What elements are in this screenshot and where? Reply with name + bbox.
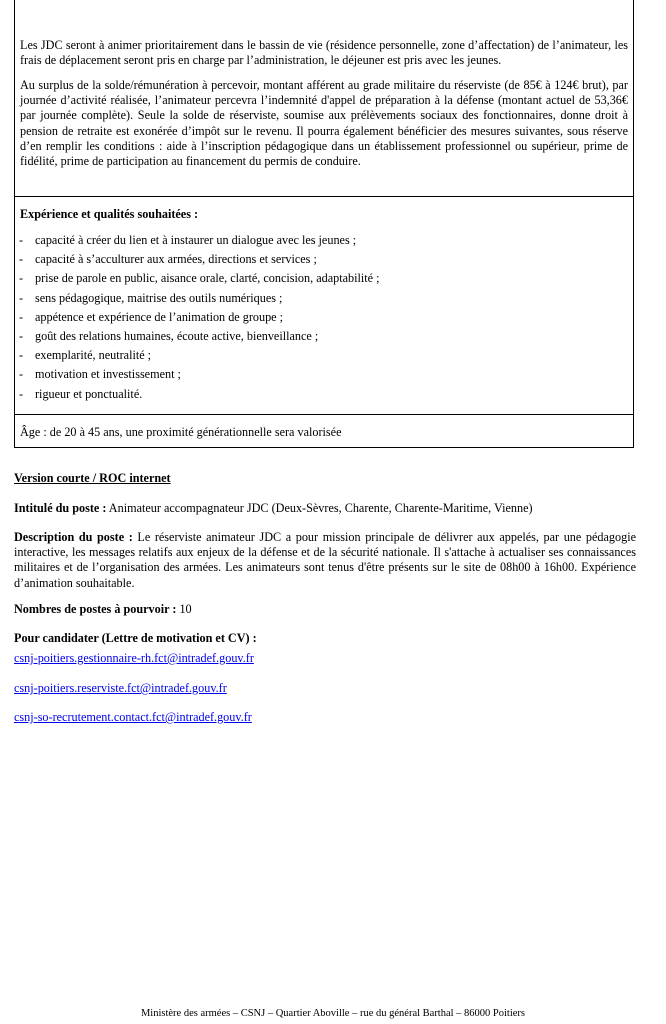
list-item <box>15 291 633 310</box>
positions-line <box>14 602 636 617</box>
list-dash: - <box>19 328 24 343</box>
email-row <box>14 710 636 725</box>
positions-label: Nombres de postes à pourvoir : <box>14 602 177 616</box>
pay-paragraph: Au surplus de la solde/rémunération à percevoir, montant afférent au grade militaire du réserviste (de 85€ à 124€ brut), par journée d’activité réalisée, l’animateur percevra l’indemnité d'appel de préparation à la défense (montant actuel de 53,36€ par journée complète). Seule la solde de réserviste, soumise aux prélèvements sociaux des fonctionnaires, donne droit à pension de retraite est exonérée d’impôt sur le revenu. Il pourra également bénéficier des mesures suivantes, sous réserve d’en remplir les conditions : aide à l’inscription pédagogique dans un établissement professionnel ou supérieur, prime de fidélité, prime de participation au financement du permis de conduire. <box>20 78 628 169</box>
list-dash: - <box>19 348 24 363</box>
positions-value: 10 <box>176 602 192 616</box>
list-item <box>15 387 633 406</box>
list-item <box>15 310 633 329</box>
list-dash: - <box>19 290 24 305</box>
job-title-label: Intitulé du poste : <box>14 501 107 515</box>
list-item <box>15 329 633 348</box>
job-title-line <box>14 501 636 516</box>
apply-label: Pour candidater (Lettre de motivation et CV) : <box>14 631 257 645</box>
job-title-value: Animateur accompagnateur JDC (Deux-Sèvres, Charente, Charente-Maritime, Vienne) <box>106 501 533 515</box>
experience-box <box>14 196 634 415</box>
list-item-text: prise de parole en public, aisance orale, clarté, concision, adaptabilité ; <box>35 271 380 286</box>
list-item-text: goût des relations humaines, écoute active, bienveillance ; <box>35 328 319 343</box>
list-item-text: motivation et investissement ; <box>35 367 181 382</box>
list-dash: - <box>19 233 24 247</box>
list-dash: - <box>19 252 24 267</box>
experience-list <box>15 233 633 406</box>
age-requirement: Âge : de 20 à 45 ans, une proximité générationnelle sera valorisée <box>20 425 342 439</box>
email-row <box>14 681 636 696</box>
description-label: Description du poste : <box>14 530 133 544</box>
list-item <box>15 233 633 252</box>
page-footer: Ministère des armées – CSNJ – Quartier Aboville – rue du général Barthal – 86000 Poitiers <box>140 1008 526 1019</box>
list-item-text: rigueur et ponctualité. <box>35 386 143 401</box>
list-item <box>15 367 633 386</box>
list-dash: - <box>19 271 24 286</box>
email-row <box>14 651 636 666</box>
list-item-text: sens pédagogique, maitrise des outils numériques ; <box>35 290 283 305</box>
benefits-box <box>14 0 634 197</box>
list-item-text: exemplarité, neutralité ; <box>35 348 152 363</box>
apply-line <box>14 631 636 646</box>
description-value: Le réserviste animateur JDC a pour mission principale de délivrer aux appelés, par une pédagogie interactive, les messages relatifs aux enjeux de la défense et de la sécurité nationale. Il s'attache à actualiser ses connaissances militaires et de l’organisation des armées. Les animateurs sont tenus d'être présents sur le site de 08h00 à 16h00. Expérience d’animation souhaitable. <box>14 530 636 590</box>
email-link-reserviste[interactable]: csnj-poitiers.reserviste.fct@intradef.gouv.fr <box>14 681 227 695</box>
location-paragraph: Les JDC seront à animer prioritairement dans le bassin de vie (résidence personnelle, zone d’affectation) de l’animateur, les frais de déplacement seront pris en charge par l’administration, le déjeuner est pris avec les jeunes. <box>20 38 628 68</box>
list-item-text: capacité à s’acculturer aux armées, directions et services ; <box>35 252 317 267</box>
job-description <box>14 530 636 591</box>
list-dash: - <box>19 309 24 324</box>
list-item-text: capacité à créer du lien et à instaurer un dialogue avec les jeunes ; <box>35 233 357 247</box>
list-item <box>15 252 633 271</box>
email-link-gestionnaire-rh[interactable]: csnj-poitiers.gestionnaire-rh.fct@intradef.gouv.fr <box>14 651 254 665</box>
list-item <box>15 271 633 290</box>
list-item <box>15 348 633 367</box>
email-link-recrutement[interactable]: csnj-so-recrutement.contact.fct@intradef.gouv.fr <box>14 710 252 724</box>
short-version-heading: Version courte / ROC internet <box>14 471 171 485</box>
list-dash: - <box>19 367 24 382</box>
experience-title: Expérience et qualités souhaitées : <box>20 207 199 221</box>
age-box <box>14 414 634 448</box>
list-dash: - <box>19 386 24 401</box>
list-item-text: appétence et expérience de l’animation de groupe ; <box>35 309 284 324</box>
